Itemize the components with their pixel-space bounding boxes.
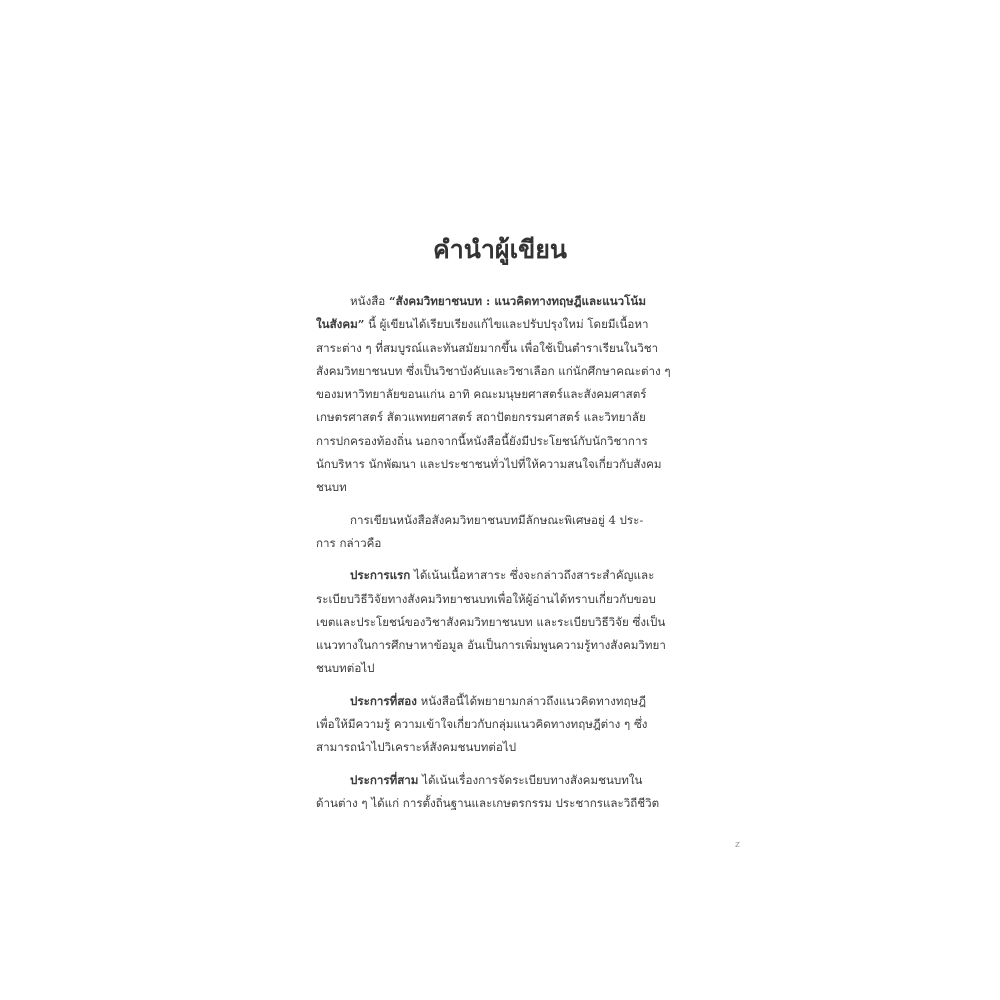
text-line: สาระต่าง ๆ ที่สมบูรณ์และทันสมัยมากขึ้น เพื่อใช้เป็นตำราเรียนในวิชา: [316, 340, 659, 355]
text-line: สามารถนำไปวิเคราะห์สังคมชนบทต่อไป: [316, 740, 517, 755]
text-line: ประการที่สาม ได้เน้นเรื่องการจัดระเบียบทางสังคมชนบทใน: [350, 772, 643, 787]
text-line: เขตและประโยชน์ของวิชาสังคมวิทยาชนบท และระเบียบวิธีวิจัย ซึ่งเป็น: [316, 614, 666, 629]
text-line: ประการที่สอง หนังสือนี้ได้พยายามกล่าวถึงแนวคิดทางทฤษฎี: [350, 693, 646, 708]
text-line: เกษตรศาสตร์ สัตวแพทยศาสตร์ สถาปัตยกรรมศาสตร์ และวิทยาลัย: [316, 410, 646, 425]
text-line: แนวทางในการศึกษาหาข้อมูล อันเป็นการเพิ่มพูนความรู้ทางสังคมวิทยา: [316, 638, 666, 653]
text-line: ระเบียบวิธีวิจัยทางสังคมวิทยาชนบทเพื่อให้ผู้อ่านได้ทราบเกี่ยวกับขอบ: [316, 591, 656, 606]
text-line: การ กล่าวคือ: [316, 535, 382, 550]
text-line: ประการแรก ได้เน้นเนื้อหาสาระ ซึ่งจะกล่าวถึงสาระสำคัญและ: [350, 568, 655, 583]
text-line: ของมหาวิทยาลัยขอนแก่น อาทิ คณะมนุษยศาสตร์และสังคมศาสตร์: [316, 387, 647, 402]
text-line: ชนบท: [316, 480, 347, 495]
text-line: การปกครองท้องถิ่น นอกจากนี้หนังสือนี้ยังมีประโยชน์กับนักวิชาการ: [316, 433, 648, 448]
text-line: สังคมวิทยาชนบท ซึ่งเป็นวิชาบังคับและวิชาเลือก แก่นักศึกษาคณะต่าง ๆ: [316, 363, 671, 378]
text-line: เพื่อให้มีความรู้ ความเข้าใจเกี่ยวกับกลุ่มแนวคิดทางทฤษฎีต่าง ๆ ซึ่ง: [316, 717, 648, 732]
page-number: z: [735, 840, 740, 850]
page-title: คำนำผู้เขียน: [433, 235, 567, 264]
text-line: การเขียนหนังสือสังคมวิทยาชนบทมีลักษณะพิเศษอยู่ 4 ประ-: [350, 512, 644, 527]
text-line: หนังสือ “สังคมวิทยาชนบท : แนวคิดทางทฤษฎีและแนวโน้ม: [350, 294, 646, 308]
text-line: นักบริหาร นักพัฒนา และประชาชนทั่วไปที่ให้ความสนใจเกี่ยวกับสังคม: [316, 457, 662, 472]
text-line: ชนบทต่อไป: [316, 661, 375, 676]
preface-body: [316, 290, 696, 815]
text-line: ด้านต่าง ๆ ได้แก่ การตั้งถิ่นฐานและเกษตรกรรม ประชากรและวิถีชีวิต: [316, 795, 660, 810]
text-line: ในสังคม” นี้ ผู้เขียนได้เรียบเรียงแก้ไขและปรับปรุงใหม่ โดยมีเนื้อหา: [316, 317, 649, 332]
